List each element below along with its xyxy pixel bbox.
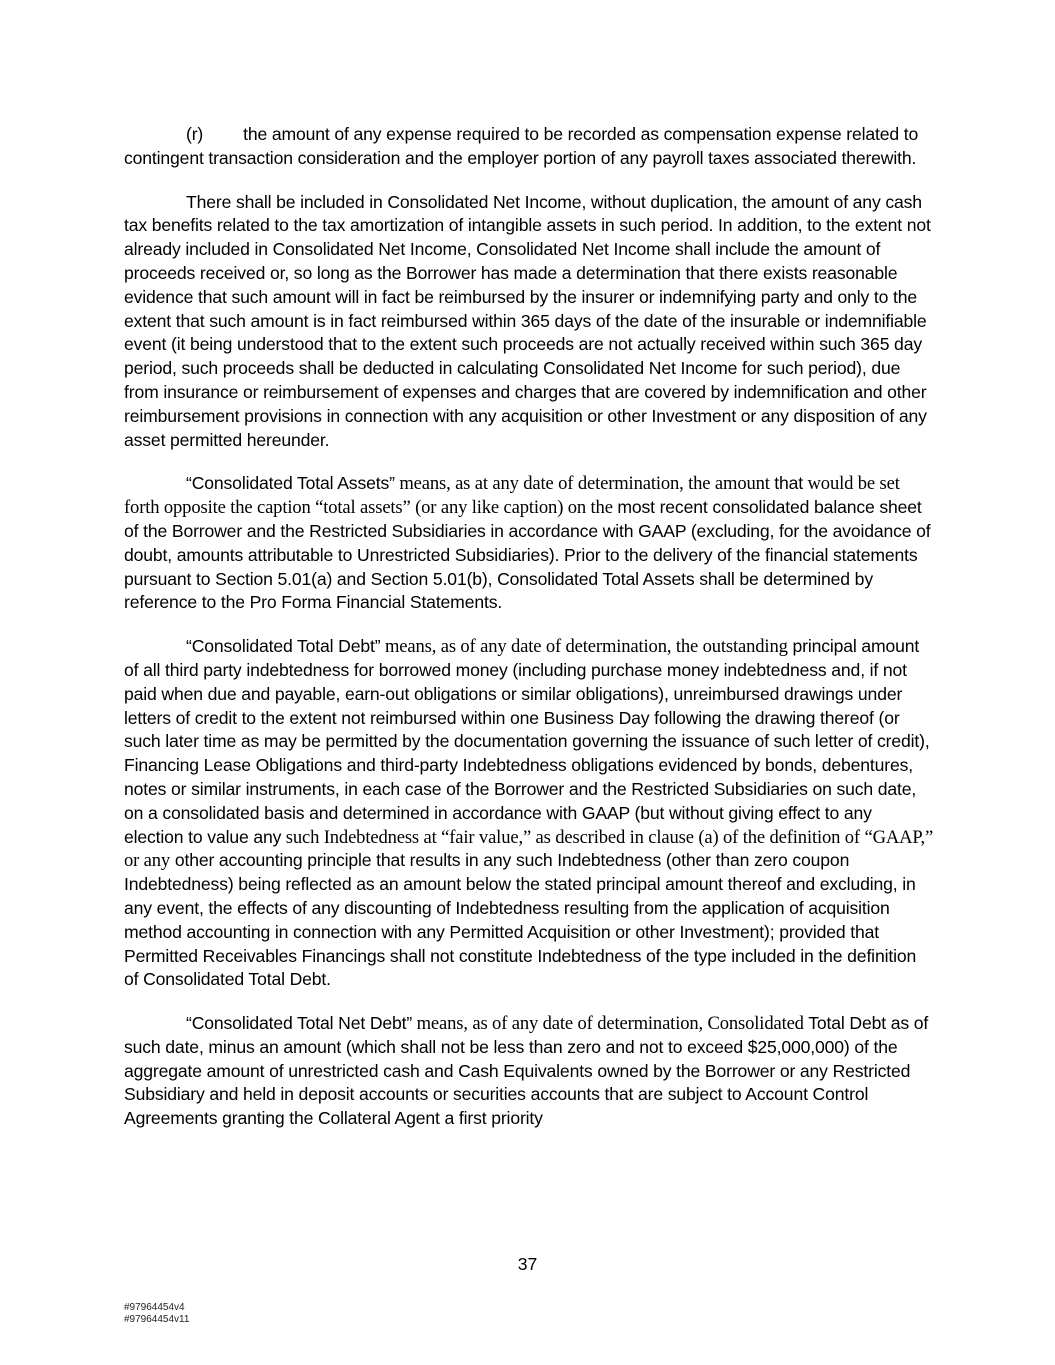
total-debt-serif-text-2: such Indebtedness at “fair value,” as described in clause (a) of the definition of “GAAP,” or any (124, 826, 934, 872)
clause-r-text: the amount of any expense required to be recorded as compensation expense related to contingent transaction consideration and the employer portion of any payroll taxes associated therewith. (124, 124, 919, 168)
defined-term-total-debt: “Consolidated Total Debt” (186, 636, 381, 657)
total-debt-serif-text: means, as of any date of determination, the outstanding (380, 636, 788, 658)
defined-term-total-assets: “Consolidated Total Assets” (186, 473, 395, 494)
page-number: 37 (517, 1254, 538, 1274)
total-assets-sans-text: that (774, 473, 804, 494)
total-net-debt-serif-text: means, as of any date of determination, Consolidated (412, 1013, 804, 1035)
document-id-2: #97964454v11 (124, 1314, 190, 1325)
clause-r-paragraph (124, 123, 934, 171)
total-assets-serif-text: means, as at any date of determination, the amount (394, 473, 775, 495)
document-body (124, 123, 934, 1151)
definition-consolidated-total-debt (124, 635, 934, 992)
total-assets-rest-text: most recent consolidated balance sheet of the Borrower and the Restricted Subsidiaries in accordance with GAAP (excluding, for the avoidance of doubt, amounts attributable to Unrestricted Subsidiaries). Prior to the delivery of the financial statements pursuant to Section 5.01(a) and Section 5.01(b), Consolidated Total Assets shall be determined by reference to the Pro Forma Financial Statements. (124, 497, 931, 613)
document-id-1: #97964454v4 (124, 1302, 185, 1313)
total-debt-text-2: other accounting principle that results in any such Indebtedness (other than zero coupon Indebtedness) being reflected as an amount below the stated principal amount thereof and excluding, in any event, the effects of any discounting of Indebtedness resulting from the application of acquisition method accounting in connection with any Permitted Acquisition or other Investment); provided that Permitted Receivables Financings shall not constitute Indebtedness of the type included in the definition of Consolidated Total Debt. (124, 850, 917, 990)
total-assets-serif-text-2: would be set forth opposite the caption “total assets” (or any like caption) on the (124, 473, 900, 519)
consolidated-net-income-text: There shall be included in Consolidated Net Income, without duplication, the amount of any cash tax benefits related to the tax amortization of intangible assets in such period. In addition, to the extent not already included in Consolidated Net Income, Consolidated Net Income shall include the amount of proceeds received or, so long as the Borrower has made a determination that there exists reasonable evidence that such amount will in fact be reimbursed by the insurer or indemnifying party and only to the extent that such amount is in fact reimbursed within 365 days of the date of the insurable or indemnifiable event (it being understood that to the extent such proceeds are not actually received within such 365 day period, such proceeds shall be deducted in calculating Consolidated Net Income for such period), due from insurance or reimbursement of expenses and charges that are covered by indemnification and other reimbursement provisions in connection with any acquisition or other Investment or any disposition of any asset permitted hereunder. (124, 191, 931, 450)
consolidated-net-income-paragraph (124, 191, 934, 453)
definition-consolidated-total-net-debt (124, 1012, 934, 1131)
total-debt-text-1: principal amount of all third party indebtedness for borrowed money (including purchase money indebtedness and, if not paid when due and payable, earn-out obligations or similar obligations), unreimbursed drawings under letters of credit to the extent not reimbursed within one Business Day following the drawing thereof (or such later time as may be permitted by the documentation governing the issuance of such letter of credit), Financing Lease Obligations and third-party Indebtedness obligations evidenced by bonds, debentures, notes or similar instruments, in each case of the Borrower and the Restricted Subsidiaries on such date, on a consolidated basis and determined in accordance with GAAP (but without giving effect to any election to value any (124, 636, 930, 847)
total-net-debt-rest-text: Total Debt as of such date, minus an amount (which shall not be less than zero and not to exceed $25,000,000) of the aggregate amount of unrestricted cash and Cash Equivalents owned by the Borrower or any Restricted Subsidiary and held in deposit accounts or securities accounts that are subject to Account Control Agreements granting the Collateral Agent a first priority (124, 1013, 929, 1129)
clause-r-label: (r) (186, 124, 204, 144)
document-id-footer (124, 1302, 189, 1326)
definition-consolidated-total-assets (124, 472, 934, 615)
defined-term-total-net-debt: “Consolidated Total Net Debt” (186, 1013, 413, 1034)
